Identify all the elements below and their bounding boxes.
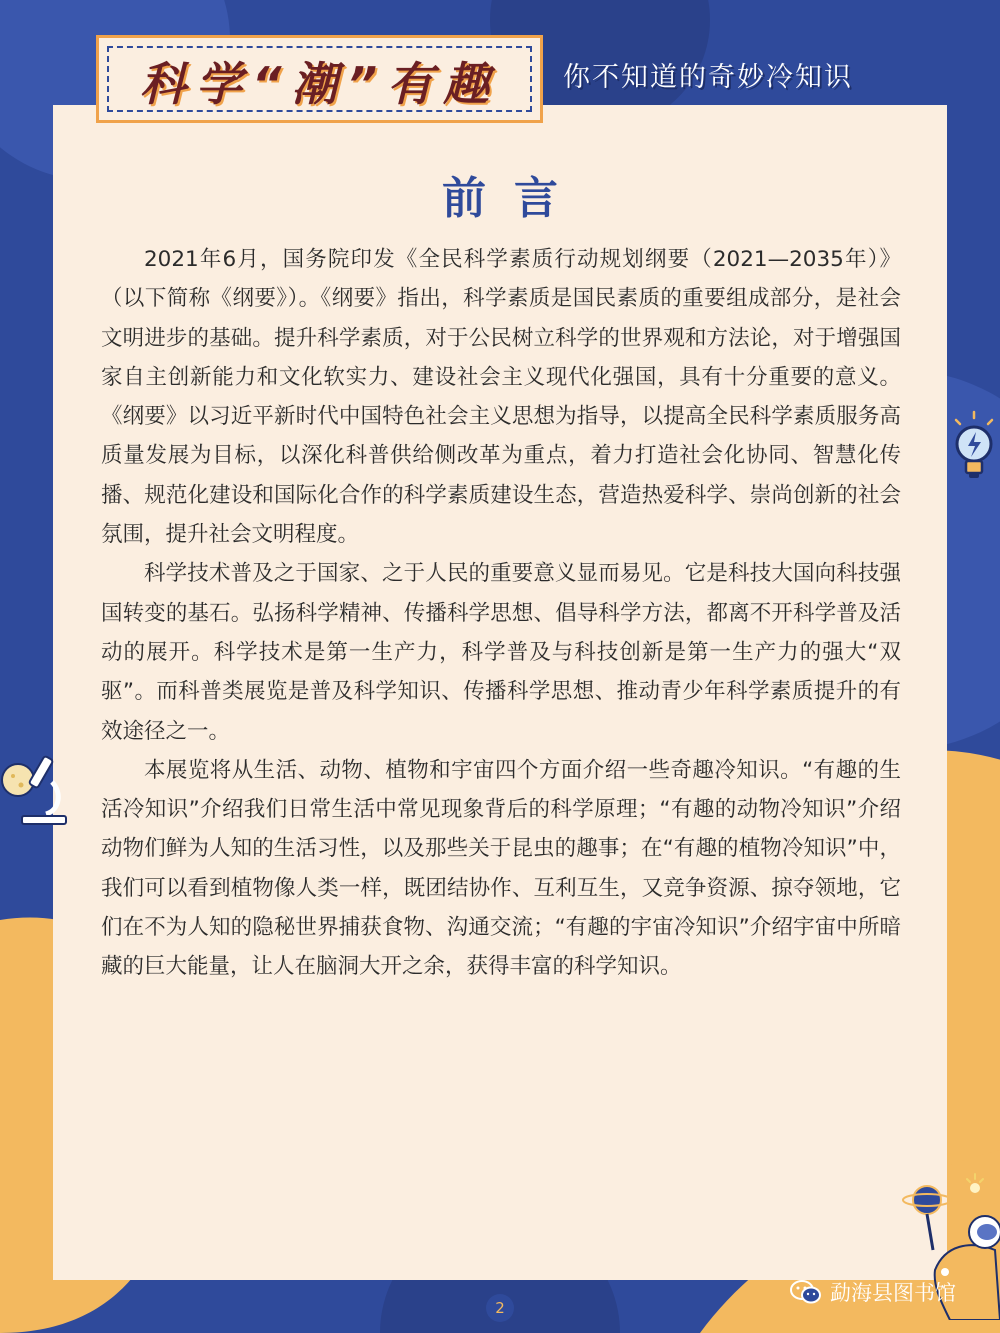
lightbulb-icon bbox=[948, 410, 1000, 486]
wechat-icon bbox=[790, 1279, 822, 1305]
page-subtitle: 你不知道的奇妙冷知识 bbox=[563, 62, 853, 93]
watermark bbox=[790, 1275, 956, 1309]
paragraph: 科学技术普及之于国家、之于人民的重要意义显而易见。它是科技大国向科技强国转变的基石。弘扬科学精神、传播科学思想、倡导科学方法，都离不开科学普及活动的展开。科学技术是第一生产力，科学普及与科技创新是第一生产力的强大“双驱”。而科普类展览是普及科学知识、传播科学思想、推动青少年科学素质提升的有效途径之一。 bbox=[101, 561, 901, 744]
microscope-icon bbox=[0, 752, 70, 830]
title-banner bbox=[96, 35, 543, 123]
paragraph: 本展览将从生活、动物、植物和宇宙四个方面介绍一些奇趣冷知识。“有趣的生活冷知识”介绍我们日常生活中常见现象背后的科学原理；“有趣的动物冷知识”介绍动物们鲜为人知的生活习性，以及那些关于昆虫的趣事；在“有趣的植物冷知识”中，我们可以看到植物像人类一样，既团结协作、互利互生，又竞争资源、掠夺领地，它们在不为人知的隐秘世界捕获食物、沟通交流；“有趣的宇宙冷知识”介绍宇宙中所暗藏的巨大能量，让人在脑洞大开之余，获得丰富的科学知识。 bbox=[101, 757, 901, 980]
paragraph: 2021年6月，国务院印发《全民科学素质行动规划纲要（2021—2035年）》（以下简称《纲要》）。《纲要》指出，科学素质是国民素质的重要组成部分，是社会文明进步的基础。提升科学素质，对于公民树立科学的世界观和方法论，对于增强国家自主创新能力和文化软实力、建设社会主义现代化强国，具有十分重要的意义。《纲要》以习近平新时代中国特色社会主义思想为指导，以提高全民科学素质服务高质量发展为目标，以深化科普供给侧改革为重点，着力打造社会化协同、智慧化传播、规范化建设和国际化合作的科学素质建设生态，营造热爱科学、崇尚创新的社会氛围，提升社会文明程度。 bbox=[101, 247, 901, 548]
page-title: 科学“潮”有趣 bbox=[139, 57, 500, 111]
section-heading: 前言 bbox=[442, 173, 586, 224]
page-number: 2 bbox=[486, 1294, 514, 1322]
preface-body bbox=[101, 240, 901, 987]
watermark-text: 勐海县图书馆 bbox=[830, 1281, 956, 1305]
